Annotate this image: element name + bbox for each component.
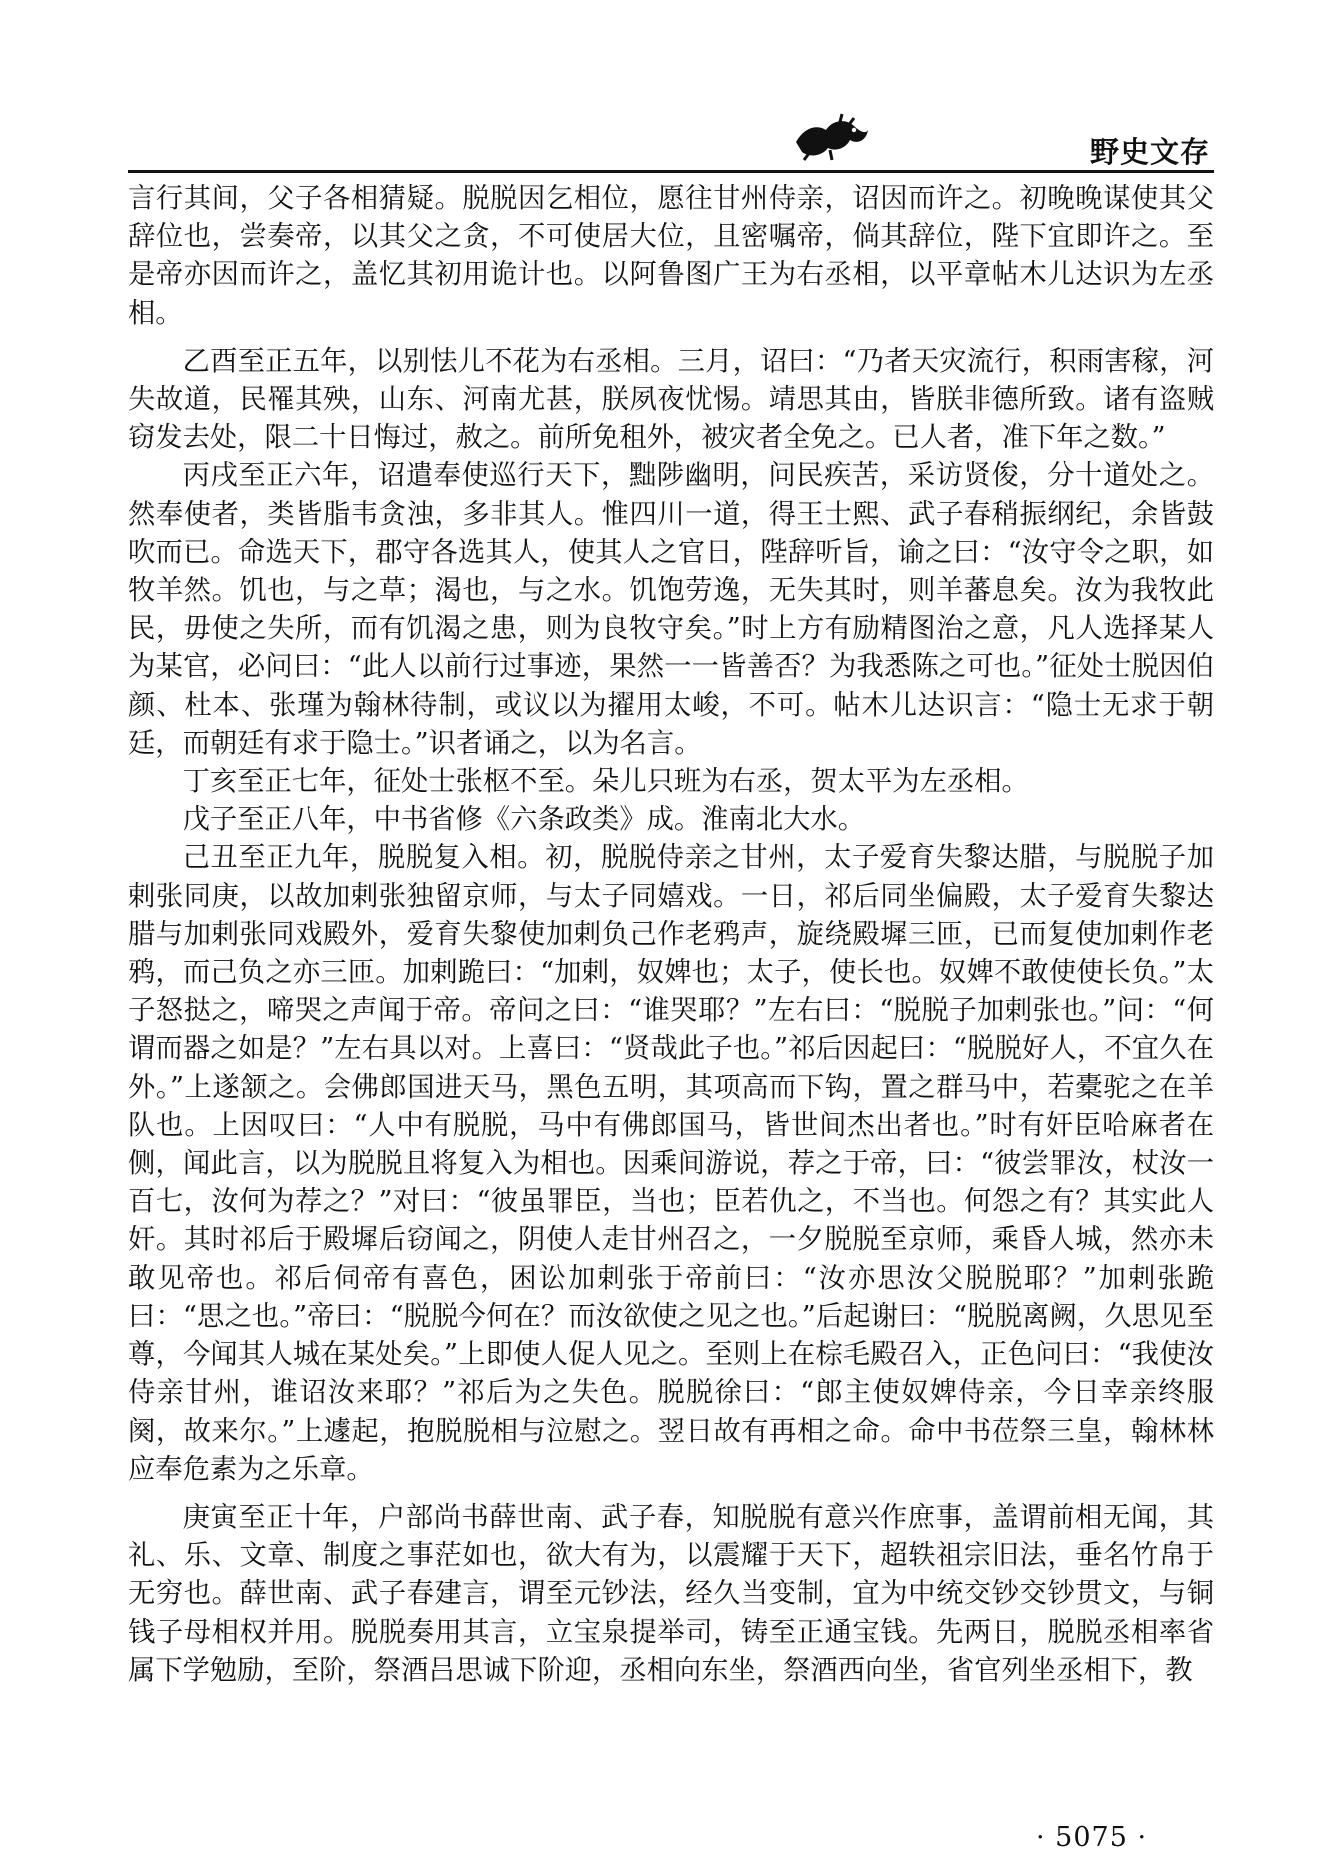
- header-rule: [128, 170, 1214, 173]
- page-number: · 5075 ·: [1036, 1822, 1148, 1853]
- paragraph: 乙酉至正五年，以别怯儿不花为右丞相。三月，诏曰：“乃者天灾流行，积雨害稼，河失故道，民罹其殃，山东、河南尤甚，朕夙夜忧惕。靖思其由，皆朕非德所致。诸有盗贼窃发去处，限二十日悔过，赦之。前所免租外，被灾者全免之。已人者，准下年之数。”: [128, 345, 1214, 454]
- paragraph: 丁亥至正七年，征处士张枢不至。朵儿只班为右丞，贺太平为左丞相。: [182, 766, 1029, 798]
- dragon-icon: [790, 112, 870, 162]
- paragraph: 丙戌至正六年，诏遣奉使巡行天下，黜陟幽明，问民疾苦，采访贤俊，分十道处之。然奉使者，类皆脂韦贪浊，多非其人。惟四川一道，得王士熙、武子春稍振纲纪，余皆鼓吹而已。命选天下，郡守各选其人，使其人之官日，陛辞听旨，谕之曰：“汝守令之职，如牧羊然。饥也，与之草；渴也，与之水。饥饱劳逸，无失其时，则羊蕃息矣。汝为我牧此民，毋使之失所，而有饥渴之患，则为良牧守矣。”时上方有励精图治之意，凡人选择某人为某官，必问曰：“此人以前行过事迹，果然一一皆善否？为我悉陈之可也。”征处士脱因伯颜、杜本、张瑾为翰林待制，或议以为擢用太峻，不可。帖木儿达识言：“隐士无求于朝廷，而朝廷有求于隐士。”识者诵之，以为名言。: [128, 460, 1214, 759]
- paragraph: 言行其间，父子各相猜疑。脱脱因乞相位，愿往甘州侍亲，诏因而许之。初晚晚谋使其父辞位也，尝奏帝，以其父之贪，不可使居大位，且密嘱帝，倘其辞位，陛下宜即许之。至是帝亦因而许之，盖忆其初用诡计也。以阿鲁图广王为右丞相，以平章帖木儿达识为左丞相。: [128, 183, 1214, 329]
- page-header: [0, 0, 1322, 170]
- paragraph: 戊子至正八年，中书省修《六条政类》成。淮南北大水。: [182, 804, 866, 836]
- paragraph: 己丑至正九年，脱脱复入相。初，脱脱侍亲之甘州，太子爱育失黎达腊，与脱脱子加剌张同庚，以故加剌张独留京师，与太子同嬉戏。一日，祁后同坐偏殿，太子爱育失黎达腊与加剌张同戏殿外，爱育失黎使加剌负己作老鸦声，旋绕殿墀三匝，已而复使加剌作老鸦，而己负之亦三匝。加剌跪曰：“加剌，奴婢也；太子，使长也。奴婢不敢使使长负。”太子怒挞之，啼哭之声闻于帝。帝问之曰：“谁哭耶？”左右曰：“脱脱子加剌张也。”问：“何谓而器之如是？”左右具以对。上喜曰：“贤哉此子也。”祁后因起曰：“脱脱好人，不宜久在外。”上遂颔之。会佛郎国进天马，黑色五明，其项高而下钩，置之群马中，若橐驼之在羊队也。上因叹曰：“人中有脱脱，马中有佛郎国马，皆世间杰出者也。”时有奸臣哈麻者在侧，闻此言，以为脱脱且将复入为相也。因乘间游说，荐之于帝，曰：“彼尝罪汝，杖汝一百七，汝何为荐之？”对曰：“彼虽罪臣，当也；臣若仇之，不当也。何怨之有？其实此人奸。其时祁后于殿墀后窃闻之，阴使人走甘州召之，一夕脱脱至京师，乘昏人城，然亦未敢见帝也。祁后伺帝有喜色，困讼加剌张于帝前曰：“汝亦思汝父脱脱耶？”加剌张跪曰：“思之也。”帝曰：“脱脱今何在？而汝欲使之见之也。”后起谢曰：“脱脱离阙，久思见至尊，今闻其人城在某处矣。”上即使人促人见之。至则上在棕毛殿召入，正色问曰：“我使汝侍亲甘州，谁诏汝来耶？”祁后为之失色。脱脱徐曰：“郎主使奴婢侍亲，今日幸亲终服阕，故来尔。”上遽起，抱脱脱相与泣慰之。翌日故有再相之命。命中书莅祭三皇，翰林林应奉危素为之乐章。: [128, 842, 1214, 1485]
- body-text: [128, 180, 1214, 1690]
- paragraph: 庚寅至正十年，户部尚书薛世南、武子春，知脱脱有意兴作庶事，盖谓前相无闻，其礼、乐、文章、制度之事茫如也，欲大有为，以震耀于天下，超轶祖宗旧法，垂名竹帛于无穷也。薛世南、武子春建言，谓至元钞法，经久当变制，宜为中统交钞交钞贯文，与铜钱子母相权并用。脱脱奏用其言，立宝泉提举司，铸至正通宝钱。先两日，脱脱丞相率省属下学勉励，至阶，祭酒吕思诚下阶迎，丞相向东坐，祭酒西向坐，省官列坐丞相下，教: [128, 1501, 1214, 1686]
- series-title: 野史文存: [1089, 135, 1210, 169]
